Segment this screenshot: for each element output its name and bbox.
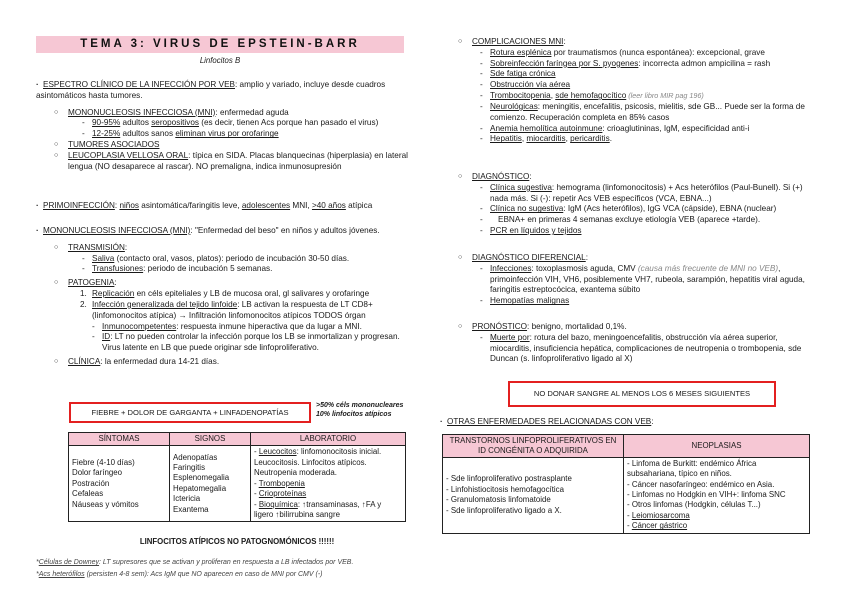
page-title: TEMA 3: VIRUS DE EPSTEIN-BARR: [36, 36, 404, 53]
list-item: - 90-95% adultos seropositivos (es decir, tienen Acs porque han pasado el virus): [82, 118, 408, 129]
list-item: - Sde fatiga crónica: [480, 69, 814, 80]
sintomas-cell: Fiebre (4-10 días) Dolor faríngeo Postración Cefaleas Náuseas y vómitos: [69, 446, 170, 522]
signos-cell: Adenopatías Faringitis Esplenomegalia Hepatomegalia Ictericia Exantema: [170, 446, 251, 522]
triad-note: >50% céls mononucleares 10% linfocitos atípicos: [316, 402, 404, 419]
primoinfeccion-paragraph: · PRIMOINFECCIÓN: niños asintomática/faringitis leve, adolescentes MNI, >40 años atípica: [36, 201, 408, 212]
list-item: - Clínica sugestiva: hemograma (linfomonocitosis) + Acs heterófilos (Paul-Bunell). Si (+) nada más. Si (-): repetir Acs VEB específicos (VCA, EBNA...): [480, 183, 814, 205]
veb-related-table: [442, 434, 810, 534]
list-item: ○ DIAGNÓSTICO:: [458, 172, 814, 183]
list-item: - Sobreinfección faríngea por S. pyogenes: incorrecta admon ampicilina = rash: [480, 59, 814, 70]
list-item: - Saliva (contacto oral, vasos, platos): periodo de incubación 30-50 días.: [82, 254, 408, 265]
list-item: - Muerte por: rotura del bazo, meningoencefalitis, obstrucción vía aérea superior, miocarditis, insuficiencia hepática, complicaciones de neutropenia o trombopenia, sde Duncan (s. linfoproliferativo ligado al X): [480, 333, 814, 365]
list-item: ○ TUMORES ASOCIADOS: [54, 140, 408, 151]
list-item: - Trombocitopenia, sde hemofagocítico (leer libro MIR pag 196): [480, 91, 814, 102]
list-item: - Rotura esplénica por traumatismos (nunca espontánea): excepcional, grave: [480, 48, 814, 59]
list-item: - Obstrucción vía aérea: [480, 80, 814, 91]
list-item: ○ DIAGNÓSTICO DIFERENCIAL:: [458, 253, 814, 264]
mni-clinical-table: [68, 432, 406, 522]
diagnostico-section: [458, 172, 814, 237]
no-donar-box: NO DONAR SANGRE AL MENOS LOS 6 MESES SIGUIENTES: [508, 381, 776, 407]
list-item: ○ CLÍNICA: la enfermedad dura 14-21 días.: [54, 357, 408, 368]
list-item: - Inmunocompetentes: respuesta inmune hiperactiva que da lugar a MNI.: [92, 322, 408, 333]
list-item: - Hepatitis, miocarditis, pericarditis.: [480, 134, 814, 145]
list-item: - Infecciones: toxoplasmosis aguda, CMV (causa más frecuente de MNI no VEB), primoinfección VIH, VH6, posiblemente VH7, rubeola, sarampión, hepatitis viral aguda, faringitis estreptocócica, exantema súbito: [480, 264, 814, 296]
list-item: - ID: LT no pueden controlar la infección porque los LB se inmortalizan y progresan. Virus latente en LB que puede originar sde linfoproliferativo.: [92, 332, 408, 354]
laboratorio-cell: - Leucocitos: linfomonocitosis inicial. Leucocitosis. Linfocitos atípicos. Neutropenia moderada. - Trombopenia - Crioproteínas - Bioquímica: ↑transaminasas, ↑FA y ligero ↑bilirrubina sangre: [251, 446, 406, 522]
list-item: 1. Replicación en céls epiteliales y LB de mucosa oral, gl salivares y orofaringe: [80, 289, 370, 299]
no-patognomonico-note: LINFOCITOS ATÍPICOS NO PATOGNOMÓNICOS !!!!!!: [139, 537, 335, 546]
espectro-section: [36, 80, 408, 173]
neoplasias-cell: - Linfoma de Burkitt: endémico África subsahariana, típico en niños. - Cáncer nasofaríngeo: endémico en Asia. - Linfomas no Hodgkin en VIH+: linfoma SNC - Otros linfomas (Hodgkin, células T...) - Leiomiosarcoma - Cáncer gástrico: [624, 457, 810, 533]
list-item: - Neurológicas: meningitis, encefalitis, psicosis, mielitis, sde GB... Puede ser la forma de comienzo. Recuperación completa en 85% casos: [480, 102, 814, 124]
list-item: ○ TRANSMISIÓN:: [54, 243, 408, 254]
footnote-downey: *Células de Downey: LT supresores que se activan y proliferan en respuesta a LB infectados por VEB.: [36, 559, 354, 566]
list-item: ○ PRONÓSTICO: benigno, mortalidad 0,1%.: [458, 322, 814, 333]
table-header: SIGNOS: [170, 433, 251, 446]
list-item: ○ COMPLICACIONES MNI:: [458, 37, 814, 48]
clinical-triad-box: FIEBRE + DOLOR DE GARGANTA + LINFADENOPATÍAS: [69, 402, 311, 423]
list-item: ○ MONONUCLEOSIS INFECCIOSA (MNI): enfermedad aguda: [54, 108, 408, 119]
list-item: - Transfusiones: periodo de incubación 5 semanas.: [82, 264, 408, 275]
list-item: ○ LEUCOPLASIA VELLOSA ORAL: típica en SIDA. Placas blanquecinas (hiperplasia) en lateral lengua (NO desaparece al rascar). NO premaligna, indica inmunosupresión: [54, 151, 408, 173]
list-item: - 12-25% adultos sanos eliminan virus por orofaringe: [82, 129, 408, 140]
list-item: - Clínica no sugestiva: IgM (Acs heterófilos), IgG VCA (cápside), EBNA (nuclear): [480, 204, 814, 215]
page-subtitle: Linfocitos B: [199, 56, 241, 65]
list-item: - Hemopatías malignas: [480, 296, 814, 307]
table-header: SÍNTOMAS: [69, 433, 170, 446]
table-header: TRANSTORNOS LINFOPROLIFERATIVOS EN ID CONGÉNITA O ADQUIRIDA: [443, 435, 624, 458]
espectro-paragraph: · ESPECTRO CLÍNICO DE LA INFECCIÓN POR VEB: amplio y variado, incluye desde cuadros asintomáticos hasta tumores.: [36, 80, 408, 102]
mni-section: · MONONUCLEOSIS INFECCIOSA (MNI): "Enfermedad del beso" en niños y adultos jóvenes. ○ TRANSMISIÓN: - Saliva (contacto oral, vasos, platos): periodo de incubación 30-50 días. - Transfusiones: periodo de incubación 5 semanas. ○ PATOGENIA: 1. Replicación en céls epiteliales y LB de mucosa oral, gl salivares y orofaringe 2. Infección generalizada del tejido linfoide: LB activan la respuesta de LT CD8+ (linfomonocitos atípica) → Infiltración linfomonocitos atípicos TODOS órgan - Inmunocompetentes: respuesta inmune hiperactiva que da lugar a MNI. - ID: LT no pueden controlar la infección porque los LB se inmortalizan y progresan. Virus latente en LB que puede originar sde linfoproliferativo. ○ CLÍNICA: la enfermedad dura 14-21 días.: [36, 226, 408, 368]
espectro-label: ESPECTRO CLÍNICO DE LA INFECCIÓN POR VEB: [43, 80, 235, 89]
pronostico-section: [458, 322, 814, 365]
list-item: 2. Infección generalizada del tejido linfoide: LB activan la respuesta de LT CD8+ (linfomonocitos atípica) → Infiltración linfomonocitos atípicos TODOS órgan: [80, 299, 373, 320]
complicaciones-section: [458, 37, 814, 145]
table-header: NEOPLASIAS: [624, 435, 810, 458]
list-item: - Anemia hemolítica autoinmune: crioaglutininas, IgM, especificidad anti-i: [480, 124, 814, 135]
linfoproliferativos-cell: - Sde linfoproliferativo postrasplante - Linfohistiocitosis hemofagocítica - Granulomatosis linfomatoide - Sde linfoproliferativo ligado a X.: [443, 457, 624, 533]
list-item: ○ PATOGENIA:: [54, 278, 408, 289]
footnote-heterofilos: *Acs heterófilos (persisten 4-8 sem): Acs IgM que NO aparecen en caso de MNI por CMV (-): [36, 571, 323, 578]
list-item: - PCR en líquidos y tejidos: [480, 226, 814, 237]
otras-enfermedades-heading: · OTRAS ENFERMEDADES RELACIONADAS CON VEB:: [440, 417, 812, 428]
list-item: - EBNA+ en primeras 4 semanas excluye etiología VEB (aparece +tarde).: [480, 215, 814, 226]
diagnostico-diferencial-section: [458, 253, 814, 307]
table-header: LABORATORIO: [251, 433, 406, 446]
